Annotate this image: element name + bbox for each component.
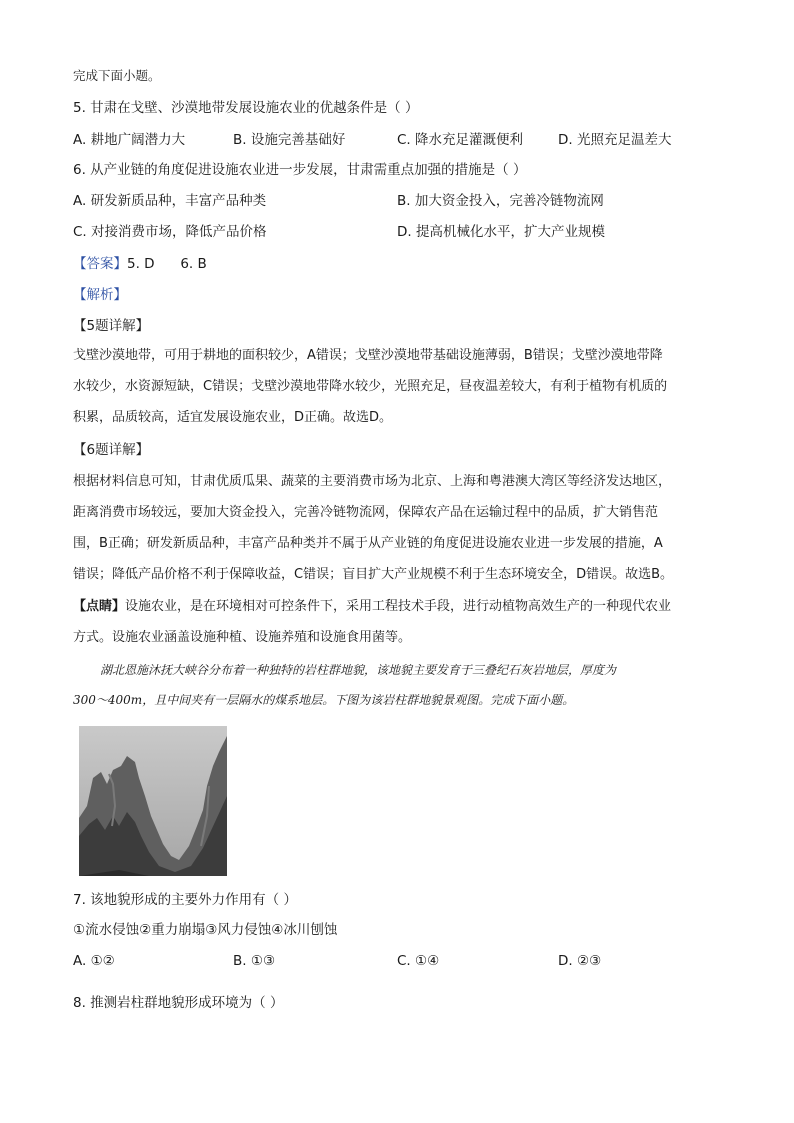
tip-line <box>73 597 671 617</box>
q6-detail-line: 根据材料信息可知，甘肃优质瓜果、蔬菜的主要消费市场为北京、上海和粤港澳大湾区等经济发达地区， <box>73 474 672 489</box>
q5-option-b: B. 设施完善基础好 <box>233 132 346 148</box>
tip-text: 设施农业，是在环境相对可控条件下，采用工程技术手段，进行动植物高效生产的一种现代农业 <box>125 599 672 614</box>
q6-option-d: D. 提高机械化水平，扩大产业规模 <box>397 224 605 240</box>
q6-option-a: A. 研发新质品种，丰富产品种类 <box>73 193 267 209</box>
answer-line <box>73 254 207 274</box>
passage2-line: 湖北恩施沐抚大峡谷分布着一种独特的岩柱群地貌，该地貌主要发育于三叠纪石灰岩地层，厚度为 <box>100 663 617 677</box>
answer-value: 5. D 6. B <box>127 256 207 272</box>
q6-detail-line: 距离消费市场较远，要加大资金投入，完善冷链物流网，保障农产品在运输过程中的品质，扩大销售范 <box>73 505 659 520</box>
q7-option-a: A. ①② <box>73 953 115 969</box>
q6-detail-line: 错误；降低产品价格不利于保障收益，C错误；盲目扩大产业规模不利于生态环境安全，D错误。故选B。 <box>73 567 674 582</box>
q5-detail-line: 戈壁沙漠地带，可用于耕地的面积较少，A错误；戈壁沙漠地带基础设施薄弱，B错误；戈壁沙漠地带降 <box>73 348 663 363</box>
q7-option-d: D. ②③ <box>558 953 602 969</box>
q5-option-a: A. 耕地广阔潜力大 <box>73 132 186 148</box>
analysis-label: 【解析】 <box>73 287 127 303</box>
q5-detail-line: 水较少，水资源短缺，C错误；戈壁沙漠地带降水较少，光照充足，昼夜温差较大，有利于植物有机质的 <box>73 379 668 394</box>
tip-line: 方式。设施农业涵盖设施种植、设施养殖和设施食用菌等。 <box>73 630 412 645</box>
q6-detail-label: 【6题详解】 <box>73 442 150 458</box>
q7-option-b: B. ①③ <box>233 953 276 969</box>
q7-choices: ①流水侵蚀②重力崩塌③风力侵蚀④冰川刨蚀 <box>73 922 338 938</box>
q6-option-c: C. 对接消费市场，降低产品价格 <box>73 224 267 240</box>
q6-stem: 6. 从产业链的角度促进设施农业进一步发展，甘肃需重点加强的措施是（ ） <box>73 162 527 178</box>
answer-label: 【答案】 <box>73 256 127 272</box>
rock-pillar-landscape-photo <box>79 726 227 876</box>
passage2-line: 300～400m，且中间夹有一层隔水的煤系地层。下图为该岩柱群地貌景观图。完成下面小题。 <box>73 693 575 707</box>
q6-detail-line: 围，B正确；研发新质品种，丰富产品种类并不属于从产业链的角度促进设施农业进一步发展的措施，A <box>73 536 663 551</box>
q7-stem: 7. 该地貌形成的主要外力作用有（ ） <box>73 892 297 908</box>
q5-option-c: C. 降水充足灌溉便利 <box>397 132 524 148</box>
intro-top: 完成下面小题。 <box>73 68 161 83</box>
q5-detail-label: 【5题详解】 <box>73 318 150 334</box>
tip-label: 【点睛】 <box>73 599 126 614</box>
q5-detail-line: 积累，品质较高，适宜发展设施农业，D正确。故选D。 <box>73 410 393 425</box>
q8-stem: 8. 推测岩柱群地貌形成环境为（ ） <box>73 995 284 1011</box>
q6-option-b: B. 加大资金投入，完善冷链物流网 <box>397 193 604 209</box>
q7-option-c: C. ①④ <box>397 953 440 969</box>
q5-option-d: D. 光照充足温差大 <box>558 132 672 148</box>
q5-stem: 5. 甘肃在戈壁、沙漠地带发展设施农业的优越条件是（ ） <box>73 100 419 116</box>
